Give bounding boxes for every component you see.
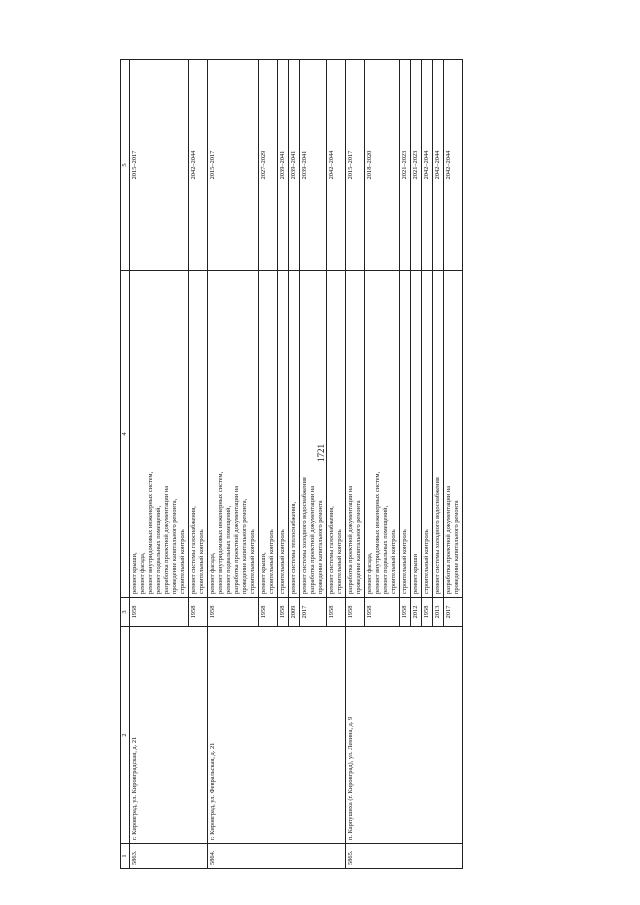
header-cell-period: 5 bbox=[121, 60, 130, 271]
year-cell: 1958 bbox=[365, 598, 400, 627]
work-cell bbox=[300, 271, 327, 598]
work-line: проведение капитального ремонта bbox=[355, 500, 362, 594]
header-cell-year: 3 bbox=[121, 598, 130, 627]
work-line: ремонт внутридомовых инженерных систем, bbox=[217, 471, 224, 594]
work-line: ремонт системы газоснабжения, bbox=[190, 506, 197, 594]
work-line: ремонт фасада, bbox=[139, 552, 146, 594]
work-cell bbox=[259, 271, 278, 598]
period-cell: 2039–2041 bbox=[278, 60, 289, 271]
period-cell: 2042–2044 bbox=[433, 60, 444, 271]
period-cell: 2042–2044 bbox=[422, 60, 433, 271]
period-cell: 2021–2023 bbox=[400, 60, 411, 271]
work-cell bbox=[289, 271, 300, 598]
period-cell: 2015–2017 bbox=[208, 60, 259, 271]
work-line: строительный контроль bbox=[249, 529, 256, 594]
work-line: разработка проектной документации на bbox=[163, 485, 170, 594]
year-cell: 1958 bbox=[400, 598, 411, 627]
period-cell: 2021–2023 bbox=[411, 60, 422, 271]
work-line: ремонт фасада, bbox=[366, 552, 373, 594]
work-cell bbox=[411, 271, 422, 598]
work-cell bbox=[433, 271, 444, 598]
work-cell bbox=[365, 271, 400, 598]
work-line: ремонт системы холодного водоснабжения bbox=[434, 477, 441, 594]
address-cell: г. Кировград, ул. Февральская, д. 21 bbox=[208, 627, 346, 844]
period-cell: 2042–2044 bbox=[444, 60, 463, 271]
year-cell: 1958 bbox=[259, 598, 278, 627]
work-line: строительный контроль bbox=[401, 529, 408, 594]
work-line: ремонт системы теплоснабжения, bbox=[290, 501, 297, 594]
work-line: разработка проектной документации на bbox=[309, 485, 316, 594]
work-line: проведение капитального ремонта, bbox=[171, 498, 178, 594]
work-line: строительный контроль bbox=[423, 529, 430, 594]
header-cell-address: 2 bbox=[121, 627, 130, 844]
period-cell: 2039–2041 bbox=[300, 60, 327, 271]
year-cell: 1958 bbox=[327, 598, 346, 627]
work-line: проведение капитального ремонта bbox=[317, 500, 324, 594]
work-cell bbox=[278, 271, 289, 598]
work-line: разработка проектной документации на bbox=[233, 485, 240, 594]
work-line: разработка проектной документации на bbox=[347, 485, 354, 594]
work-line: строительный контроль bbox=[198, 529, 205, 594]
work-cell bbox=[444, 271, 463, 598]
table-row bbox=[346, 60, 365, 869]
work-line: ремонт подвальных помещений, bbox=[225, 505, 232, 594]
row-number-cell: 5865. bbox=[346, 844, 463, 869]
period-cell: 2027–2029 bbox=[259, 60, 278, 271]
work-cell bbox=[208, 271, 259, 598]
page-number: 1721 bbox=[316, 444, 326, 462]
work-line: строительный контроль bbox=[336, 529, 343, 594]
work-cell bbox=[327, 271, 346, 598]
address-cell: п. Карпушиха (г. Кировград), ул. Ленина, д. 9 bbox=[346, 627, 463, 844]
year-cell: 1958 bbox=[208, 598, 259, 627]
year-cell: 2017 bbox=[444, 598, 463, 627]
header-cell-work: 4 bbox=[121, 271, 130, 598]
address-cell: г. Кировград, ул. Кировградская, д. 21 bbox=[130, 627, 208, 844]
year-cell: 2013 bbox=[433, 598, 444, 627]
work-line: ремонт крыши, bbox=[131, 552, 138, 594]
work-cell bbox=[130, 271, 189, 598]
year-cell: 2012 bbox=[411, 598, 422, 627]
row-number-cell: 5864. bbox=[208, 844, 346, 869]
work-line: разработка проектной документации на bbox=[445, 485, 452, 594]
row-number-cell: 5863. bbox=[130, 844, 208, 869]
table-row bbox=[130, 60, 189, 869]
work-line: ремонт фасада, bbox=[209, 552, 216, 594]
work-line: ремонт внутридомовых инженерных систем, bbox=[374, 471, 381, 594]
period-cell: 2015–2017 bbox=[346, 60, 365, 271]
work-cell bbox=[189, 271, 208, 598]
rotated-table-container bbox=[120, 59, 574, 869]
work-line: ремонт системы газоснабжения, bbox=[328, 506, 335, 594]
work-line: строительный контроль bbox=[268, 529, 275, 594]
work-cell bbox=[346, 271, 365, 598]
year-cell: 1958 bbox=[130, 598, 189, 627]
period-cell: 2018–2020 bbox=[365, 60, 400, 271]
work-cell bbox=[400, 271, 411, 598]
work-line: ремонт подвальных помещений, bbox=[155, 505, 162, 594]
header-row bbox=[121, 60, 130, 869]
year-cell: 1958 bbox=[346, 598, 365, 627]
work-line: ремонт внутридомовых инженерных систем, bbox=[147, 471, 154, 594]
header-cell-number: 1 bbox=[121, 844, 130, 869]
year-cell: 1958 bbox=[422, 598, 433, 627]
work-line: проведение капитального ремонта, bbox=[241, 498, 248, 594]
work-line: ремонт подвальных помещений, bbox=[382, 505, 389, 594]
work-line: проведение капитального ремонта bbox=[453, 500, 460, 594]
year-cell: 1958 bbox=[189, 598, 208, 627]
year-cell: 2009 bbox=[289, 598, 300, 627]
work-line: строительный контроль bbox=[279, 529, 286, 594]
year-cell: 1958 bbox=[278, 598, 289, 627]
period-cell: 2039–2041 bbox=[289, 60, 300, 271]
work-line: ремонт крыши bbox=[412, 553, 419, 594]
period-cell: 2015–2017 bbox=[130, 60, 189, 271]
year-cell: 2017 bbox=[300, 598, 327, 627]
work-line: строительный контроль bbox=[179, 529, 186, 594]
work-line: строительный контроль bbox=[390, 529, 397, 594]
period-cell: 2042–2044 bbox=[189, 60, 208, 271]
repair-schedule-table bbox=[120, 59, 463, 869]
work-line: ремонт крыши, bbox=[260, 552, 267, 594]
period-cell: 2042–2044 bbox=[327, 60, 346, 271]
work-cell bbox=[422, 271, 433, 598]
table-row bbox=[208, 60, 259, 869]
work-line: ремонт системы холодного водоснабжения bbox=[301, 477, 308, 594]
